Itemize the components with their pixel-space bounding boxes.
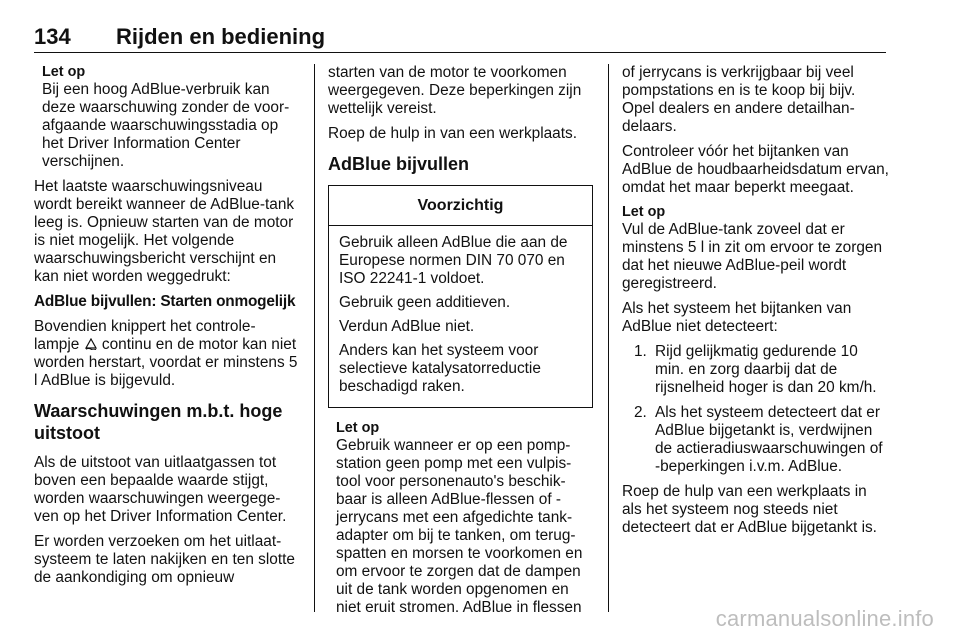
note-block (34, 64, 299, 171)
paragraph: Als de uitstoot van uitlaatgassen tot boven een bepaalde waarde stijgt, worden waarschuwingen weergege-ven op het Driver Information Center. (34, 454, 287, 525)
note-block (328, 420, 593, 617)
note-body: Gebruik wanneer er op een pomp-station geen pomp met een vulpis-tool voor personenauto's beschik-baar is alleen AdBlue-flessen of -jerrycans met een afgedichte tank-adapter om bij te tanken, om terug-spatten en morsen te voorkomen en om ervoor te zorgen dat de dampen uit de tank worden opgenomen en niet eruit stromen. AdBlue in flessen (336, 437, 583, 616)
watermark: carmanualsonline.info (715, 606, 934, 631)
caution-item: Gebruik alleen AdBlue die aan de Europese normen DIN 70 070 en ISO 22241-1 voldoet. (339, 234, 568, 287)
warning-lamp-icon (84, 338, 98, 350)
page-title: Rijden en bediening (116, 24, 326, 49)
caution-body (329, 226, 592, 407)
note-block (622, 204, 890, 293)
header-rule (34, 52, 886, 53)
list-item (622, 343, 890, 397)
column-1 (34, 64, 299, 594)
caution-box (328, 185, 593, 408)
caution-item: Verdun AdBlue niet. (339, 318, 475, 335)
note-label: Let op (336, 420, 380, 436)
note-label: Let op (42, 64, 86, 80)
paragraph: Het laatste waarschuwingsniveau wordt bereikt wanneer de AdBlue-tank leeg is. Opnieuw starten van de motor is niet mogelijk. Het volgende waarschuwingsbericht verschijnt en kan niet worden weggedrukt: (34, 178, 295, 285)
page-header (34, 24, 886, 52)
paragraph: Controleer vóór het bijtanken van AdBlue de houdbaarheidsdatum ervan, omdat het maar beperkt meegaat. (622, 143, 889, 196)
section-heading: Waarschuwingen m.b.t. hoge uitstoot (34, 401, 283, 443)
paragraph: starten van de motor te voorkomen weergegeven. Deze beperkingen zijn wettelijk vereist. (328, 64, 582, 117)
column-2 (328, 64, 593, 624)
paragraph: Roep de hulp van een werkplaats in als het systeem nog steeds niet detecteert dat er AdBlue bijgetankt is. (622, 483, 877, 536)
step-text: Rijd gelijkmatig gedurende 10 min. en zorg daarbij dat de rijsnelheid hoger is dan 20 km/h. (655, 343, 877, 396)
text-run: continu en de motor kan niet worden herstart, voordat er minstens 5 l AdBlue is bijgevuld. (34, 336, 298, 389)
column-divider-1 (314, 64, 315, 612)
paragraph: Er worden verzoeken om het uitlaat-systeem te laten nakijken en ten slotte de aankondiging om opnieuw (34, 533, 295, 586)
column-3 (622, 64, 890, 544)
runin-heading: AdBlue bijvullen: Starten onmogelijk (34, 293, 296, 310)
paragraph (34, 293, 299, 311)
caution-item: Gebruik geen additieven. (339, 294, 511, 311)
page-number: 134 (34, 24, 71, 49)
caution-item: Anders kan het systeem voor selectieve katalysatorreductie beschadigd raken. (339, 342, 541, 395)
paragraph: Roep de hulp in van een werkplaats. (328, 125, 577, 142)
section-heading: AdBlue bijvullen (328, 154, 470, 174)
step-text: Als het systeem detecteert dat er AdBlue bijgetankt is, verdwijnen de actieradiuswaarschuwingen of -beperkingen i.v.m. AdBlue. (655, 404, 883, 475)
paragraph (34, 318, 299, 390)
steps-list (622, 343, 890, 476)
paragraph: of jerrycans is verkrijgbaar bij veel pompstations en is te koop bij bijv. Opel dealers en andere detailhan-delaars. (622, 64, 856, 135)
note-body: Bij een hoog AdBlue-verbruik kan deze waarschuwing zonder de voor-afgaande waarschuwingsstadia op het Driver Information Center verschijnen. (42, 81, 290, 170)
caution-title: Voorzichtig (329, 186, 592, 226)
note-label: Let op (622, 204, 666, 220)
step-number: 1. (634, 343, 647, 360)
note-body: Vul de AdBlue-tank zoveel dat er minstens 5 l in zit om ervoor te zorgen dat het nieuwe AdBlue-peil wordt geregistreerd. (622, 221, 883, 292)
paragraph: Als het systeem het bijtanken van AdBlue niet detecteert: (622, 300, 852, 335)
text-run: Bovendien knippert het controle-lampje (34, 318, 256, 353)
list-item (622, 404, 890, 476)
step-number: 2. (634, 404, 647, 421)
column-divider-2 (608, 64, 609, 612)
